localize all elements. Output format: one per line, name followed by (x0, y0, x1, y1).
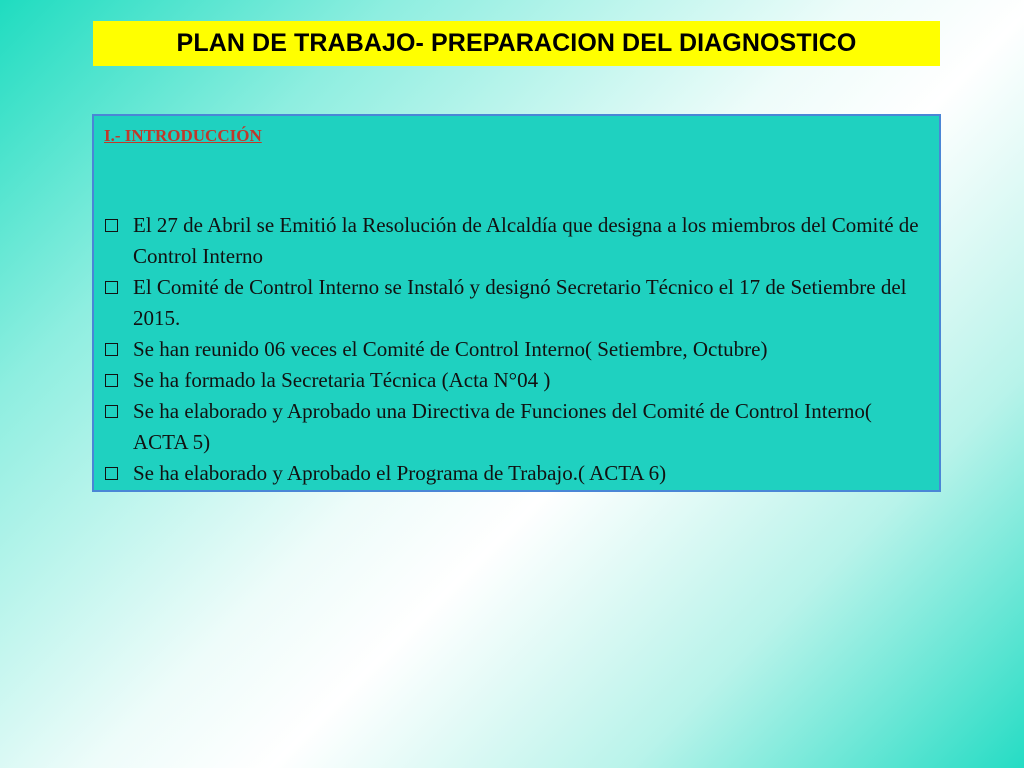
list-item-text: Se ha elaborado y Aprobado el Programa de Trabajo.( ACTA 6) (133, 461, 667, 485)
list-item (105, 272, 927, 334)
list-item (105, 458, 927, 489)
hollow-square-icon (105, 281, 118, 294)
hollow-square-icon (105, 343, 118, 356)
list-item-text: Se ha formado la Secretaria Técnica (Acta N°04 ) (133, 368, 551, 392)
list-item-text: Se han reunido 06 veces el Comité de Control Interno( Setiembre, Octubre) (133, 337, 768, 361)
slide-title: PLAN DE TRABAJO- PREPARACION DEL DIAGNOSTICO (176, 29, 857, 57)
list-item (105, 396, 927, 458)
bullet-list (105, 210, 927, 489)
hollow-square-icon (105, 467, 118, 480)
list-item (105, 334, 927, 365)
content-box (92, 114, 941, 492)
hollow-square-icon (105, 374, 118, 387)
title-banner (93, 21, 940, 66)
list-item (105, 365, 927, 396)
hollow-square-icon (105, 405, 118, 418)
hollow-square-icon (105, 219, 118, 232)
list-item-text: Se ha elaborado y Aprobado una Directiva de Funciones del Comité de Control Interno( ACTA 5) (133, 399, 872, 454)
list-item-text: El 27 de Abril se Emitió la Resolución de Alcaldía que designa a los miembros del Comité de Control Interno (133, 213, 919, 268)
list-item (105, 210, 927, 272)
list-item-text: El Comité de Control Interno se Instaló y designó Secretario Técnico el 17 de Setiembre del 2015. (133, 275, 907, 330)
section-heading: I.- INTRODUCCIÓN (104, 126, 262, 145)
